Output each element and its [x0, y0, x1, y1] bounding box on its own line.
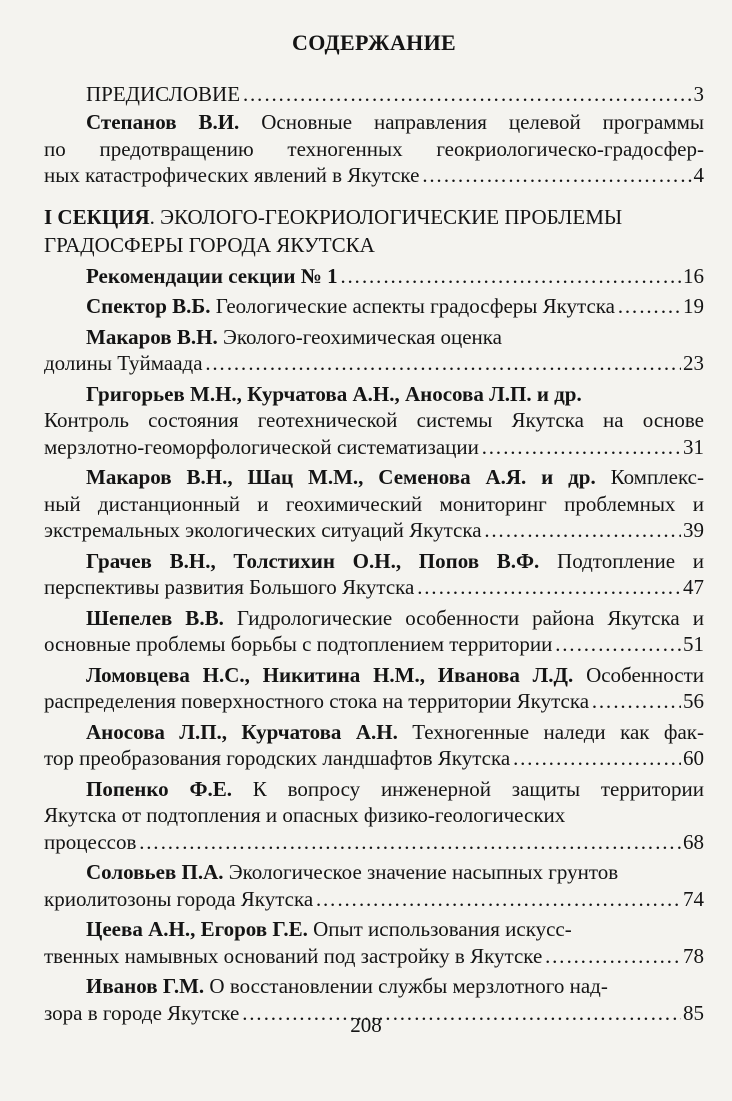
toc-entry [44, 548, 704, 601]
toc-entry [44, 662, 704, 715]
entry-title: Якутска от подтопления и опасных физико-геологических [44, 803, 566, 827]
entry-page: 74 [683, 886, 704, 911]
section-title: ГРАДОСФЕРЫ ГОРОДА ЯКУТСКА [44, 232, 375, 257]
toc-entry [44, 916, 704, 969]
dot-leader [591, 688, 681, 715]
entry-title: Особенности [586, 662, 705, 687]
toc-entry [44, 381, 704, 461]
entry-page: 3 [693, 81, 704, 106]
dot-leader [554, 631, 681, 658]
entry-page: 31 [683, 434, 704, 459]
entry-page: 68 [683, 829, 704, 854]
entry-title: О восстановлении службы мерзлотного над- [209, 974, 608, 998]
entry-authors: Ломовцева Н.С., Никитина Н.М., Иванова Л.Д. [86, 662, 574, 687]
toc-entry [44, 324, 704, 377]
section-title: . ЭКОЛОГО-ГЕОКРИОЛОГИЧЕСКИЕ ПРОБЛЕМЫ [149, 204, 623, 229]
dot-leader [242, 81, 691, 108]
entry-page: 56 [683, 689, 704, 713]
entry-title: процессов [44, 829, 137, 854]
entry-title: криолитозоны города Якутска [44, 886, 314, 911]
entry-page: 60 [683, 746, 704, 770]
entry-authors: Аносова Л.П., Курчатова А.Н. [86, 719, 398, 744]
dot-leader [512, 745, 681, 772]
page-number: 208 [350, 1013, 382, 1037]
entry-title: мерзлотно-геоморфологической систематизации [44, 434, 479, 459]
toc-entry [44, 605, 704, 658]
dot-leader [340, 263, 681, 290]
entry-title: ных катастрофических явлений в Якутске [44, 163, 420, 187]
entry-authors: Макаров В.Н. [86, 324, 218, 349]
toc-entry [44, 293, 704, 320]
entry-page: 23 [683, 351, 704, 375]
dot-leader [416, 574, 681, 601]
entry-page: 39 [683, 518, 704, 542]
entry-title: ПРЕДИСЛОВИЕ [86, 81, 241, 106]
entry-authors: Грачев В.Н., Толстихин О.Н., Попов В.Ф. [86, 548, 540, 573]
dot-leader [315, 886, 681, 913]
dot-leader [138, 829, 681, 856]
entry-title: зора в городе Якутске [44, 1000, 240, 1025]
entry-page: 16 [683, 263, 704, 288]
entry-authors: Соловьев П.А. [86, 860, 224, 884]
toc-entry [44, 719, 704, 772]
entry-title: Геологические аспекты градосферы Якутска [215, 294, 615, 318]
entry-authors: Иванов Г.М. [86, 974, 205, 998]
entry-title: Эколого-геохимическая оценка [222, 324, 502, 349]
entry-title: Контроль состояния геотехнической системы Якутска на основе [44, 408, 704, 432]
entry-authors: Макаров В.Н., Шац М.М., Семенова А.Я. и др. [86, 465, 596, 489]
entry-authors: Спектор В.Б. [86, 294, 211, 318]
table-of-contents [44, 30, 704, 1026]
dot-leader [205, 350, 681, 377]
entry-title: Гидрологические особенности района Якутска и [236, 605, 705, 630]
entry-title: Рекомендации секции № 1 [86, 263, 338, 288]
entry-page: 4 [693, 163, 704, 187]
entry-title: долины Туймаада [44, 351, 203, 375]
entry-title: экстремальных экологических ситуаций Якутска [44, 518, 482, 542]
entry-authors: Попенко Ф.Е. [86, 776, 233, 801]
entry-page: 19 [683, 294, 704, 318]
dot-leader [481, 434, 681, 461]
dot-leader [484, 517, 681, 544]
contents-heading: СОДЕРЖАНИЕ [292, 30, 456, 55]
entry-page: 78 [683, 943, 704, 968]
entry-authors: Степанов В.И. [86, 110, 240, 134]
section-heading [44, 203, 704, 259]
entry-authors: Шепелев В.В. [86, 605, 224, 630]
entry-title: Основные направления целевой программы [261, 110, 704, 134]
section-prefix: I СЕКЦИЯ [44, 204, 150, 229]
toc-entry [44, 109, 704, 189]
toc-entry [44, 859, 704, 912]
entry-page: 51 [683, 632, 704, 656]
entry-page: 85 [683, 1000, 704, 1025]
entry-title: ный дистанционный и геохимический мониторинг проблемных и [44, 491, 704, 516]
entry-authors: Григорьев М.Н., Курчатова А.Н., Аносова Л.П. и др. [86, 381, 582, 406]
entry-title: Опыт использования искусс- [313, 917, 572, 941]
toc-entry-preface [44, 81, 704, 108]
dot-leader [421, 162, 691, 189]
toc-entry [44, 464, 704, 544]
entry-title: по предотвращению техногенных геокриологическо-градосфер- [44, 136, 704, 161]
dot-leader [617, 293, 681, 320]
toc-entry [44, 776, 704, 856]
entry-page: 47 [683, 575, 704, 599]
entry-title: распределения поверхностного стока на территории Якутска [44, 689, 590, 713]
entry-authors: Цеева А.Н., Егоров Г.Е. [86, 917, 308, 941]
entry-title: основные проблемы борьбы с подтоплением территории [44, 632, 553, 656]
entry-title: К вопросу инженерной защиты территории [252, 776, 704, 801]
entry-title: Комплекс- [610, 465, 704, 489]
entry-title: перспективы развития Большого Якутска [44, 575, 415, 599]
entry-title: Подтопление и [557, 548, 704, 573]
entry-title: твенных намывных оснований под застройку в Якутске [44, 943, 543, 968]
dot-leader [544, 943, 681, 970]
entry-title: Экологическое значение насыпных грунтов [228, 860, 619, 884]
toc-entry [44, 263, 704, 290]
entry-title: тор преобразования городских ландшафтов Якутска [44, 746, 511, 770]
entry-title: Техногенные наледи как фак- [412, 719, 704, 744]
